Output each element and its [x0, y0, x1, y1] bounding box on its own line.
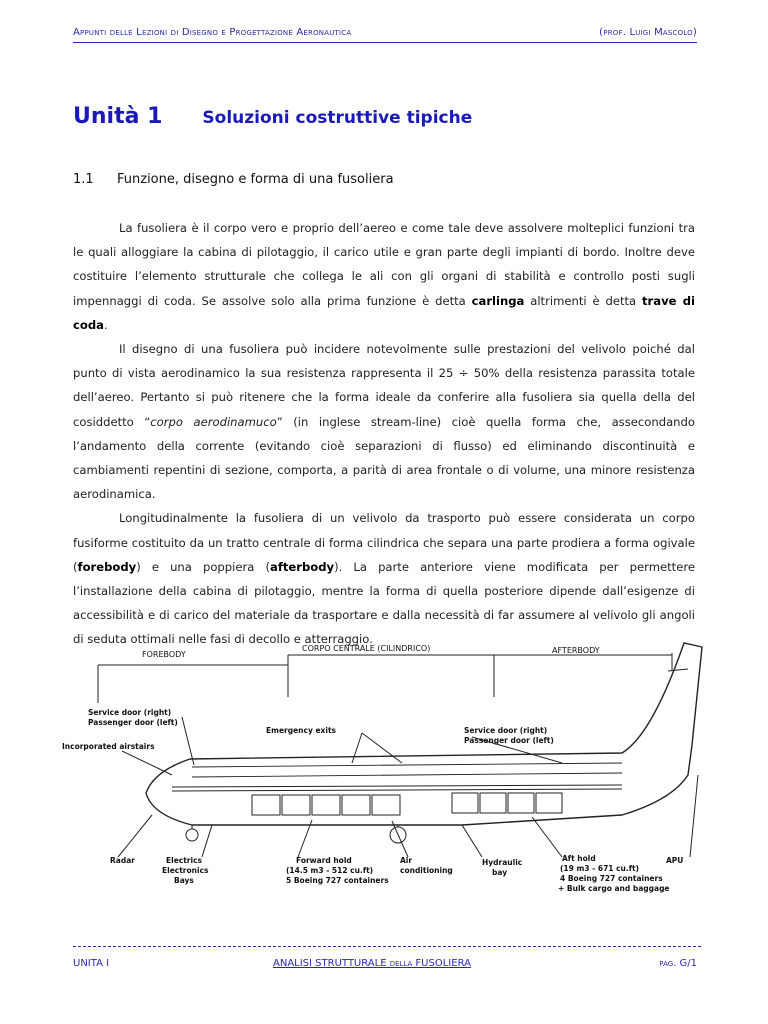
label-hydraulic-bay: bay	[492, 868, 508, 877]
section-title: Funzione, disegno e forma di una fusoliera	[117, 172, 394, 187]
bold-term-carlinga: carlinga	[471, 293, 525, 308]
label-hydraulic: Hydraulic	[482, 858, 523, 867]
text-run: ” (in inglese stream-line) cioè quella forma che, assecondando l’andamento della corrente (evitando cioè separazioni di flusso) ed eliminando discontinuità e cambiamenti repentini di sezione, comporta, a parità di area frontale o di volume, una minore resistenza aerodinamica.	[73, 414, 695, 502]
label-aft-hold: Aft hold	[562, 854, 596, 863]
label-airstairs: Incorporated airstairs	[62, 742, 155, 751]
fuselage-diagram	[62, 625, 714, 935]
section-heading	[73, 172, 394, 187]
paragraph-2	[73, 337, 695, 506]
label-apu: APU	[666, 856, 684, 865]
bold-term-forebody: forebody	[77, 559, 137, 574]
bold-term-trave-di-coda: trave di coda	[73, 293, 695, 332]
label-electrics: Electrics	[166, 856, 202, 865]
text-run: altrimenti è detta	[524, 293, 643, 308]
section-number: 1.1	[73, 172, 94, 187]
text-run: ) e una poppiera (	[136, 559, 270, 574]
label-forward-hold: Forward hold	[296, 856, 352, 865]
label-aft-hold-volume: (19 m3 - 671 cu.ft)	[560, 864, 640, 873]
label-bays: Bays	[174, 876, 194, 885]
text-run: ). La parte anteriore viene modificata per permettere l’installazione della cabina di pilotaggio, mentre la forma di quella posteriore dipende dall’esigenze di accessibilità e di carico del materiale da trasportare e dalla necessità di far assumere al velivolo gli angoli di seduta ottimali nelle fasi di decollo e atterraggio.	[73, 559, 695, 647]
label-aft-hold-bulk: + Bulk cargo and baggage	[558, 884, 670, 893]
label-afterbody: AFTERBODY	[552, 646, 600, 655]
footer-page-number: pag. G/1	[659, 958, 697, 969]
label-forebody: FOREBODY	[142, 650, 186, 659]
label-aft-hold-containers: 4 Boeing 727 containers	[560, 874, 663, 883]
text-run: .	[103, 317, 108, 332]
label-electronics: Electronics	[162, 866, 209, 875]
footer-unit: UNITA I	[73, 958, 110, 969]
label-emergency-exits: Emergency exits	[266, 726, 337, 735]
footer-divider	[73, 946, 701, 947]
label-conditioning: conditioning	[400, 866, 453, 875]
header-course-title: Appunti delle Lezioni di Disegno e Progettazione Aeronautica	[73, 27, 352, 38]
page-header	[73, 26, 697, 43]
bold-term-afterbody: afterbody	[270, 559, 335, 574]
label-corpo-centrale: CORPO CENTRALE (CILINDRICO)	[302, 644, 431, 653]
label-passenger-door-front: Passenger door (left)	[88, 718, 178, 727]
unit-title: Soluzioni costruttive tipiche	[202, 108, 473, 128]
label-passenger-door-rear: Passenger door (left)	[464, 736, 554, 745]
label-forward-hold-volume: (14.5 m3 - 512 cu.ft)	[286, 866, 374, 875]
label-service-door-front: Service door (right)	[88, 708, 172, 717]
body-text	[73, 216, 695, 652]
unit-heading	[73, 104, 472, 129]
label-forward-hold-containers: 5 Boeing 727 containers	[286, 876, 389, 885]
unit-number: Unità 1	[73, 104, 163, 129]
label-service-door-rear: Service door (right)	[464, 726, 548, 735]
footer-chapter: ANALISI STRUTTURALE della FUSOLIERA	[273, 958, 471, 969]
header-author: (prof. Luigi Mascolo)	[599, 27, 697, 38]
text-run: Longitudinalmente la fusoliera di un velivolo da trasporto può essere considerata un corpo fusiforme costituito da un tratto centrale di forma cilindrica che separa una parte prodiera a forma ogivale (	[73, 511, 695, 574]
text-run: La fusoliera è il corpo vero e proprio dell’aereo e come tale deve assolvere molteplici funzioni tra le quali alloggiare la cabina di pilotaggio, il carico utile e gran parte degli impianti di bordo. Inoltre deve costituire l’elemento strutturale che collega le ali con gli organi di stabilità e controllo posti sugli impennaggi di coda. Se assolve solo alla prima funzione è detta	[73, 221, 695, 308]
label-radar: Radar	[110, 856, 135, 865]
label-air: Air	[400, 856, 413, 865]
italic-term: corpo aerodinamuco	[150, 414, 277, 429]
paragraph-1	[73, 216, 695, 337]
page-footer	[73, 958, 697, 974]
text-run: Il disegno di una fusoliera può incidere notevolmente sulle prestazioni del velivolo poiché dal punto di vista aerodinamico la sua resistenza rappresenta il 25 ÷ 50% della resistenza parassita totale dell’aereo. Pertanto si può ritenere che la forma ideale da conferire alla fusoliera sia quella della del cosiddetto “	[73, 342, 695, 429]
